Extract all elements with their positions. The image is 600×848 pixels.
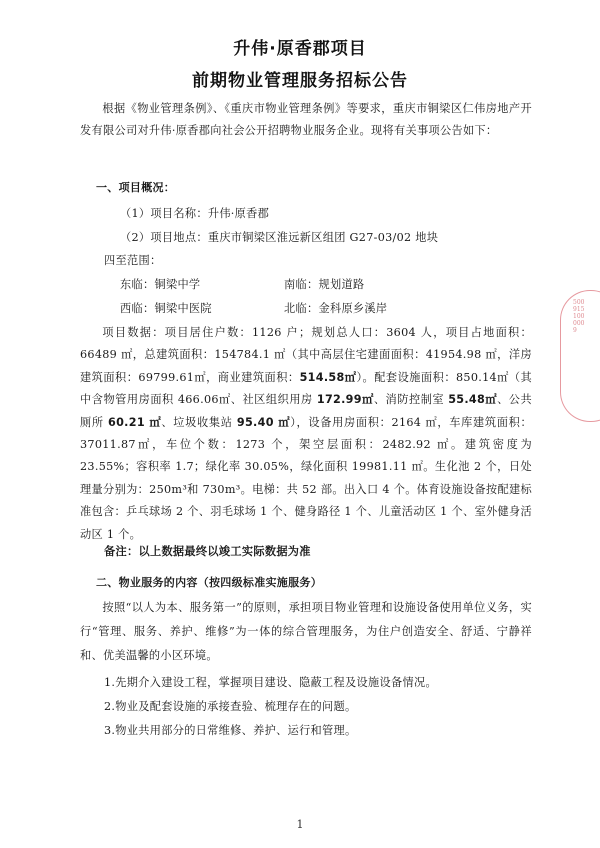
project-data-text-3: 、消防控制室: [373, 393, 449, 407]
partial-seal-stamp: [560, 290, 600, 422]
community-room-area: 172.99㎡: [316, 393, 374, 407]
service-item-1: 1.先期介入建设工程，掌握项目建设、隐蔽工程及设施设备情况。: [104, 676, 437, 689]
commercial-area: 514.58㎡: [299, 370, 357, 384]
project-data-paragraph: [80, 322, 532, 546]
service-item-2: 2.物业及配套设施的承接查验、梳理存在的问题。: [104, 700, 357, 713]
project-data-text-6: ），设备用房面积：2164 ㎡，车库建筑面积：37011.87㎡，车位个数：1273 个，架空层面积：2482.92 ㎡。建筑密度为 23.55%；容积率 1.7；绿化率 30.05%，绿化面积 19981.11 ㎡。生化池 2 个，日处理量分别为：250m³和 730m³。电梯：共 52 部。出入口 4 个。体育设施设备按配建标准包含：乒乓球场 2 个、羽毛球场 1 个、健身路径 1 个、儿童活动区 1 个、室外健身活动区 1 个。: [80, 415, 532, 541]
boundary-west: 西临：铜梁中医院: [120, 302, 212, 315]
project-data-text-2: ）。配套设施面积：850.14㎡（其中含物管用房面积 466.06㎡、社区组织用房: [80, 370, 532, 407]
project-data-text-5: 、垃圾收集站: [161, 415, 237, 429]
garbage-station-area: 95.40 ㎡: [236, 415, 291, 429]
section2-intro: 按照“以人为本、服务第一”的原则，承担项目物业管理和设施设备使用单位义务，实行“管理、服务、养护、维修”为一体的综合管理服务，为住户创造安全、舒适、宁静祥和、优美温馨的小区环境。: [80, 601, 532, 662]
boundary-north: 北临：金科原乡溪岸: [284, 302, 388, 315]
boundary-south: 南临：规划道路: [284, 278, 365, 291]
boundaries-label: 四至范围：: [104, 254, 162, 267]
project-data-text-1: 项目数据：项目居住户数：1126 户；规划总人口：3604 人，项目占地面积：66489 ㎡，总建筑面积：154784.1 ㎡（其中高层住宅建面面积：41954.98 ㎡，洋房建筑面积：69799.61㎡，商业建筑面积：: [80, 326, 532, 384]
project-data-text-4: 、公共厕所: [80, 393, 532, 429]
project-name: （1）项目名称：升伟·原香郡: [120, 207, 270, 220]
title-line-2: 前期物业管理服务招标公告: [192, 71, 408, 91]
toilet-area: 60.21 ㎡: [108, 415, 162, 429]
data-note: 备注：以上数据最终以竣工实际数据为准: [104, 545, 311, 558]
project-location: （2）项目地点：重庆市铜梁区淮远新区组团 G27-03/02 地块: [120, 231, 439, 244]
stamp-digits: 5009151000009: [573, 299, 585, 334]
page-number: 1: [296, 818, 304, 831]
title-line-1: 升伟·原香郡项目: [233, 39, 367, 59]
section2-heading: 二、物业服务的内容（按四级标准实施服务）: [96, 576, 322, 589]
boundary-east: 东临：铜梁中学: [120, 278, 201, 291]
intro-paragraph: 根据《物业管理条例》、《重庆市物业管理条例》等要求，重庆市铜梁区仁伟房地产开发有限公司对升伟·原香郡向社会公开招聘物业服务企业。现将有关事项公告如下：: [80, 102, 532, 138]
service-item-3: 3.物业共用部分的日常维修、养护、运行和管理。: [104, 724, 357, 737]
fire-room-area: 55.48㎡: [448, 393, 498, 407]
section1-heading: 一、项目概况：: [96, 181, 176, 194]
